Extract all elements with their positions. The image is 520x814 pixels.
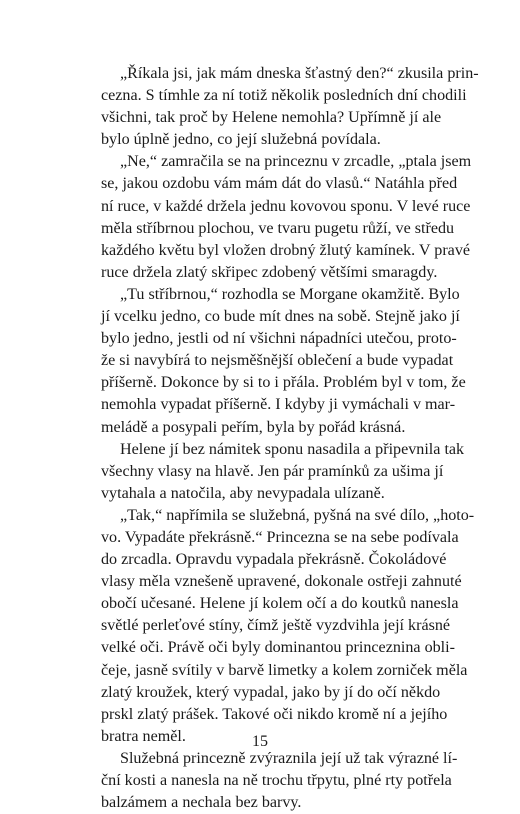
text-line: nemohla vypadat příšerně. I kdyby ji vymáchali v mar- <box>101 396 456 414</box>
text-line: světlé perleťové stíny, čímž ještě vyzdvihla její krásné <box>101 617 451 635</box>
body-text <box>101 63 479 814</box>
text-line: „Tu stříbrnou,“ rozhodla se Morgane okamžitě. Bylo <box>120 285 460 303</box>
text-line: velké oči. Právě oči byly dominantou princeznina obli- <box>101 639 455 657</box>
text-line: vlasy měla vznešeně upravené, dokonale ostřeji zahnuté <box>101 573 462 591</box>
text-line: vytahala a natočila, aby nevypadala ulízaně. <box>101 484 385 502</box>
text-line: bylo úplně jedno, co její služebná povídala. <box>101 131 381 149</box>
text-line: jí vcelku jedno, co bude mít dnes na sobě. Stejně jako jí <box>101 308 460 326</box>
text-line: meládě a posypali peřím, byla by pořád krásná. <box>101 418 406 436</box>
text-line: „Říkala jsi, jak mám dneska šťastný den?“ zkusila prin- <box>120 65 479 82</box>
text-line: „Tak,“ napřímila se služebná, pyšná na své dílo, „hoto- <box>120 506 475 524</box>
text-line: do zrcadla. Opravdu vypadala překrásně. Čokoládové <box>101 551 447 569</box>
text-line: prskl zlatý prášek. Takové oči nikdo kromě ní a jejího <box>101 705 448 723</box>
text-line: ční kosti a nanesla na ně trochu třpytu, plné rty potřela <box>101 772 452 789</box>
text-line: cezna. S tímhle za ní totiž několik posledních dní chodili <box>101 87 467 105</box>
text-line: všechny vlasy na hlavě. Jen pár pramínků za ušima jí <box>101 462 444 480</box>
text-line: každého květu byl vložen drobný žlutý kamínek. V pravé <box>101 241 471 259</box>
text-line: vo. Vypadáte překrásně.“ Princezna se na sebe podívala <box>101 528 459 546</box>
text-line: Helene jí bez námitek sponu nasadila a připevnila tak <box>120 440 465 458</box>
text-line: ní ruce, v každé držela jednu kovovou sponu. V levé ruce <box>101 197 471 215</box>
text-line: se, jakou ozdobu vám mám dát do vlasů.“ Natáhla před <box>101 175 458 193</box>
text-line: čeje, jasně svítily v barvě limetky a kolem zorniček měla <box>101 661 468 679</box>
text-line: příšerně. Dokonce by si to i přála. Problém byl v tom, že <box>101 374 466 392</box>
text-line: balzámem a nechala bez barvy. <box>101 794 302 812</box>
text-line: zlatý kroužek, který vypadal, jako by jí do očí někdo <box>101 683 441 701</box>
text-line: obočí učesané. Helene jí kolem očí a do koutků nanesla <box>101 595 459 613</box>
text-line: „Ne,“ zamračila se na princeznu v zrcadle, „ptala jsem <box>120 153 472 171</box>
page-number: 15 <box>252 733 268 750</box>
text-line: Služebná princezně zvýraznila její už tak výrazné lí- <box>120 749 458 767</box>
text-line: ruce držela zlatý skřipec zdobený většími smaragdy. <box>101 263 438 281</box>
text-line: že si navybírá to nejsměšnější oblečení a bude vypadat <box>101 352 454 370</box>
text-line: bratra neměl. <box>101 727 186 745</box>
text-line: všichni, tak proč by Helene nemohla? Upřímně jí ale <box>101 109 442 127</box>
text-line: měla stříbrnou plochou, ve tvaru pugetu růží, ve středu <box>101 219 455 237</box>
text-line: bylo jedno, jestli od ní všichni nápadníci utečou, proto- <box>101 330 457 348</box>
